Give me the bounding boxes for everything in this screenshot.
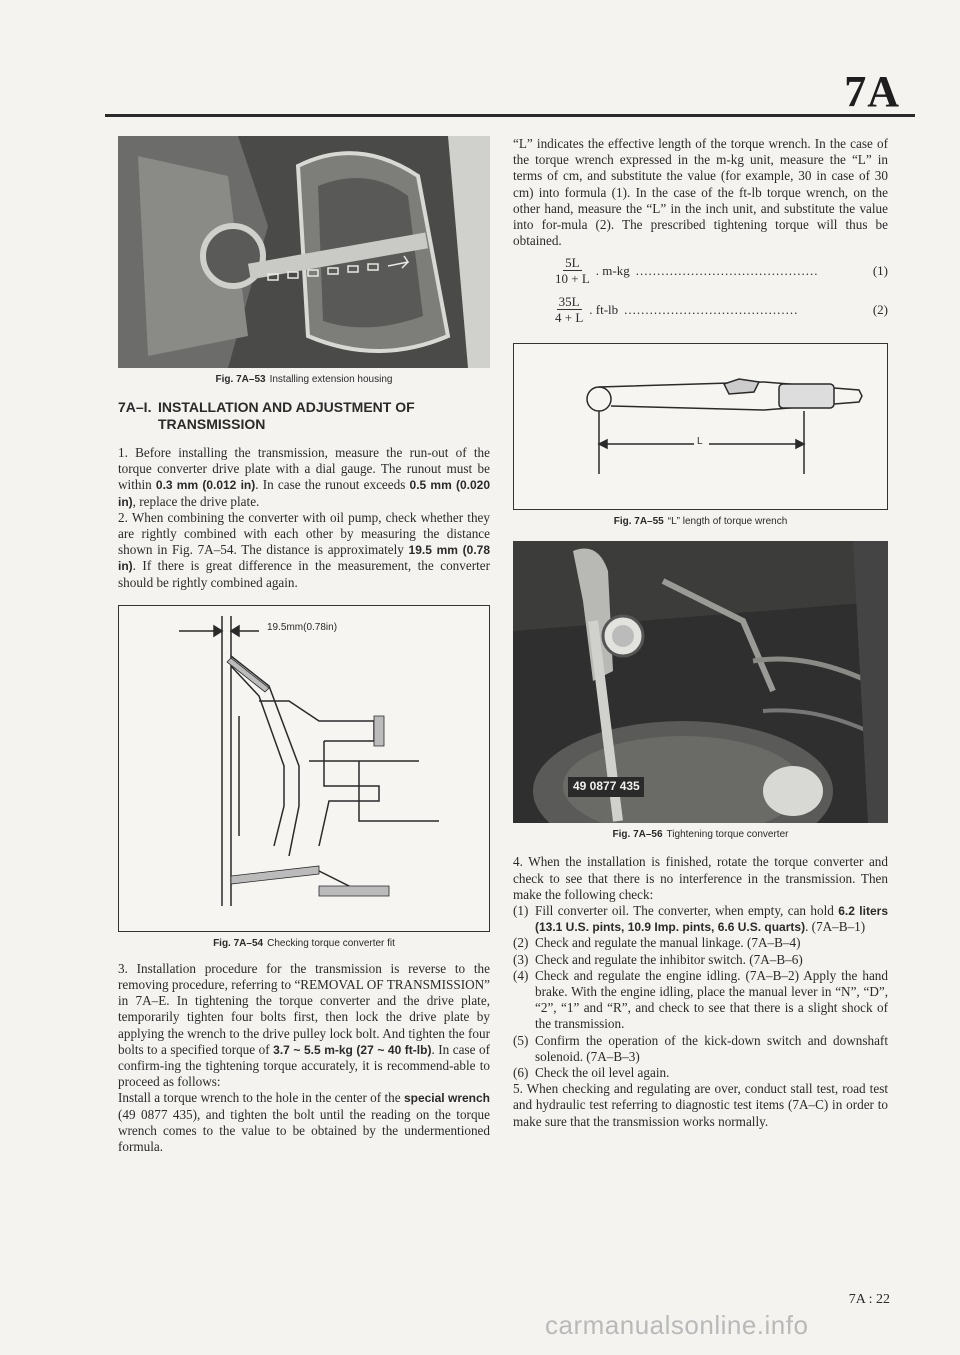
- fig-54-title: Checking torque converter fit: [267, 937, 395, 949]
- check-item-3: (3) Check and regulate the inhibitor switch. (7A–B–6): [513, 951, 803, 967]
- paragraph-3: 3. Installation procedure for the transmission is reverse to the removing procedure, referring to “REMOVAL OF TRANSMISSION” in 7A–E. In tightening the torque converter and the drive plate, temporarily tighten four bolts first, then lock the drive plate by applying the wrench to the drive pulley lock bolt. And tighten the four bolts to a specified torque of 3.7 ~ 5.5 m-kg (27 ~ 40 ft-lb). In case of confirm-ing the tightening torque accurately, it is recommend-able to proceed as follows:: [118, 960, 490, 1090]
- paragraph-2: 2. When combining the converter with oil pump, check whether they are rightly combined with each other by measuring the distance shown in Fig. 7A–54. The distance is approximately 19.5 mm (0.78 in). If there is great difference in the measurement, the converter should be rightly combined again.: [118, 509, 490, 590]
- fig-56-caption: [513, 829, 888, 840]
- formula-1-unit: . m-kg: [595, 262, 630, 278]
- fig-55-l-label: L: [697, 436, 703, 448]
- fig-56-tool-number: 49 0877 435: [573, 779, 640, 794]
- section-heading: [118, 399, 490, 433]
- formula-2-unit: . ft-lb: [589, 301, 619, 317]
- left-column: [118, 136, 490, 1155]
- fig-56-label: Fig. 7A–56: [612, 829, 663, 841]
- formula-1-numerator: 5L: [565, 255, 580, 271]
- formula-1-denominator: 10 + L: [555, 271, 590, 287]
- fig-56-title: Tightening torque converter: [666, 829, 789, 841]
- fig-54-dimension: 19.5mm(0.78in): [267, 621, 338, 633]
- check-list: [513, 903, 888, 1081]
- paragraph-l-definition: “L” indicates the effective length of the torque wrench. In the case of the torque wrench expressed in the m-kg unit, measure the “L” in terms of cm, and substitute the value (for example, 30 in case of 30 cm) into formula (1). In the case of the ft-lb torque wrench, on the other hand, measure the “L” in the inch unit, and substitute the value into for-mula (2). The prescribed tightening torque will thus be obtained.: [513, 136, 888, 249]
- fig-56-photo: [513, 541, 888, 823]
- check-item-5: (5) Confirm the operation of the kick-down switch and downshaft solenoid. (7A–B–3): [513, 1032, 888, 1064]
- formula-2-dots: .........................................: [624, 301, 799, 317]
- formula-1: [555, 255, 888, 286]
- fig-53-image: [118, 136, 490, 368]
- fig-53-caption: [118, 374, 490, 385]
- section-title-line2: TRANSMISSION: [158, 416, 266, 432]
- formula-1-dots: ...........................................: [635, 262, 819, 278]
- check-item-2: (2) Check and regulate the manual linkage. (7A–B–4): [513, 935, 801, 951]
- check-item-1: (1) Fill converter oil. The converter, when empty, can hold 6.2 liters (13.1 U.S. pints, 10.9 Imp. pints, 6.6 U.S. quarts). (7A–B–1): [513, 903, 888, 935]
- right-column: [513, 136, 888, 1130]
- fig-53-photo: [118, 136, 490, 368]
- fig-55-label: Fig. 7A–55: [613, 516, 664, 528]
- paragraph-4: Install a torque wrench to the hole in the center of the special wrench (49 0877 435), and tighten the bolt until the reading on the torque wrench comes to the value to be obtained by the undermentioned formula.: [118, 1090, 491, 1155]
- formula-2-ref: (2): [872, 301, 888, 317]
- check-item-6: (6) Check the oil level again.: [513, 1065, 670, 1081]
- formula-2: [555, 294, 888, 325]
- fig-56-image: [513, 541, 888, 823]
- section-code: 7A: [844, 67, 900, 116]
- header-rule: [105, 114, 915, 117]
- fig-54-caption: [118, 938, 490, 949]
- fig-55-image: [514, 344, 887, 509]
- paragraph-1: 1. Before installing the transmission, measure the run-out of the torque converter drive plate with a dial gauge. The runout must be within 0.3 mm (0.012 in). In case the runout exceeds 0.5 mm (0.020 in), replace the drive plate.: [118, 445, 491, 509]
- watermark: carmanualsonline.info: [545, 1310, 809, 1340]
- fig-53-label: Fig. 7A–53: [215, 374, 266, 385]
- fig-55-title: “L” length of torque wrench: [667, 516, 788, 528]
- fig-55-diagram: [513, 343, 888, 510]
- formula-2-denominator: 4 + L: [555, 310, 584, 326]
- section-number: 7A–I.: [118, 399, 152, 415]
- paragraph-6: 5. When checking and regulating are over, conduct stall test, road test and hydraulic test referring to diagnostic test items (7A–C) in order to make sure that the transmission works normally.: [513, 1081, 888, 1129]
- fig-55-caption: [513, 516, 888, 527]
- fig-54-label: Fig. 7A–54: [213, 937, 264, 949]
- page-number: 7A : 22: [848, 1292, 890, 1307]
- formula-1-ref: (1): [872, 262, 888, 278]
- section-title-line1: INSTALLATION AND ADJUSTMENT OF: [158, 399, 415, 415]
- check-item-4: (4) Check and regulate the engine idling. (7A–B–2) Apply the hand brake. With the engine idling, place the manual lever in “N”, “D”, “2”, “1” and “R”, and check to see that there is a slight shock of the transmission.: [513, 967, 888, 1032]
- fig-53-title: Installing extension housing: [269, 374, 393, 385]
- fig-54-image: [119, 606, 489, 931]
- fig-54-diagram: [118, 605, 490, 932]
- paragraph-5: 4. When the installation is finished, rotate the torque converter and check to see that there is no interference in the transmission. Then make the following check:: [513, 854, 888, 902]
- formula-2-numerator: 35L: [558, 294, 580, 310]
